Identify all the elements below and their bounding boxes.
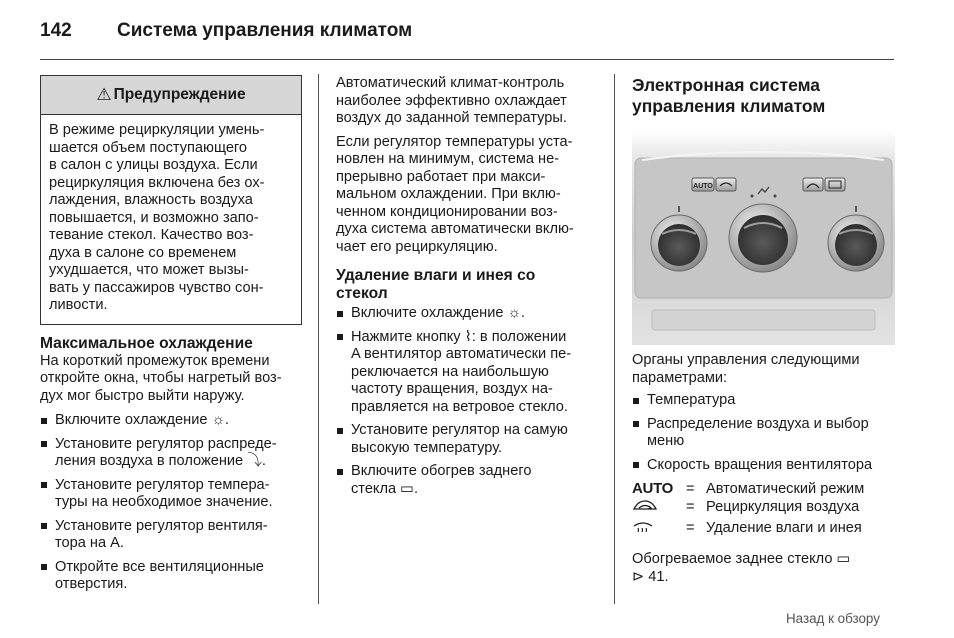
text-line: меню	[647, 433, 685, 449]
list-item	[336, 305, 602, 323]
text-line: Установите регулятор темпера-	[55, 476, 270, 493]
legend-row	[632, 480, 895, 498]
text-line: На короткий промежуток времени	[40, 352, 270, 369]
text-line: вать у пассажиров чувство сон-	[49, 279, 264, 296]
back-to-overview-link[interactable]: Назад к обзору	[786, 611, 880, 626]
text-line: Удаление влаги и инея со	[336, 267, 536, 284]
legend-row	[632, 519, 895, 540]
recirculation-icon	[632, 498, 686, 519]
text-line: ливости.	[49, 297, 108, 313]
text-line: ухудшается, что может вызы-	[49, 262, 249, 278]
defog-heading	[336, 267, 602, 303]
auto-climate-paragraph	[336, 75, 602, 128]
list-item	[40, 477, 302, 512]
text-line: параметрами:	[632, 369, 728, 386]
electronic-climate-heading	[632, 75, 895, 117]
text-line: рециркуляция включена без ох-	[49, 174, 265, 191]
defog-list	[336, 305, 602, 498]
list-item	[40, 559, 302, 594]
text-line: тевание стекол. Качество воз-	[49, 227, 254, 243]
column-divider	[318, 74, 319, 604]
text-line: в салон с улицы воздуха. Если	[49, 157, 258, 173]
legend-equals: =	[686, 520, 695, 536]
max-cooling-list	[40, 412, 302, 594]
legend-value: Автоматический режим	[706, 481, 865, 497]
text-line: Температура	[647, 392, 736, 408]
warning-triangle-icon: ⚠	[96, 85, 112, 105]
text-line: Распределение воздуха и выбор	[647, 415, 869, 432]
text-line: частоту вращения, воздух на-	[351, 381, 553, 397]
text-line: реключается на наибольшую	[351, 363, 549, 380]
text-line: Включите охлаждение ☼.	[55, 412, 229, 428]
text-line: мальном охлаждении. При вклю-	[336, 186, 561, 202]
text-line: Нажмите кнопку ⌇: в положении	[351, 328, 567, 345]
text-line: ления воздуха в положение ⤵.	[55, 453, 266, 469]
list-item	[40, 518, 302, 553]
auto-button-label: AUTO	[693, 183, 713, 190]
text-line: духа система автоматически вклю-	[336, 221, 574, 237]
text-line: Если регулятор температуры уста-	[336, 133, 573, 150]
page-title: Система управления климатом	[117, 20, 413, 41]
text-line: прерывно работает при макси-	[336, 168, 546, 185]
page-reference-link[interactable]: ⊳ 41.	[632, 568, 669, 585]
legend	[632, 480, 895, 540]
rear-window-heat-button[interactable]	[825, 178, 845, 191]
text-line: Включите обогрев заднего	[351, 463, 532, 479]
list-item	[336, 329, 602, 417]
warning-text	[41, 115, 301, 324]
text-line: стекла ▭.	[351, 480, 419, 497]
text-line: лаждения, влажность воздуха	[49, 192, 253, 208]
text-line: воздух до заданной температуры.	[336, 110, 567, 126]
list-item	[336, 463, 602, 498]
text-line: откройте окна, чтобы нагретый воз-	[40, 370, 282, 386]
warning-box	[40, 75, 302, 325]
auto-label: AUTO	[632, 480, 674, 497]
text-line: Установите регулятор на самую	[351, 422, 568, 438]
text-line: духа в салоне со временем	[49, 244, 237, 261]
text-line: Органы управления следующими	[632, 352, 860, 368]
header-divider	[40, 59, 894, 60]
text-line: отверстия.	[55, 576, 128, 592]
recirculation-button[interactable]	[716, 178, 736, 191]
text-line: Включите охлаждение ☼.	[351, 305, 525, 321]
climate-panel-image	[632, 130, 895, 345]
windshield-defrost-button[interactable]	[803, 178, 823, 191]
list-item	[632, 392, 895, 410]
text-line: чает его рециркуляцию.	[336, 238, 498, 255]
legend-equals: =	[686, 499, 695, 515]
text-line: стекол	[336, 285, 388, 302]
warning-header	[41, 76, 301, 115]
list-item	[632, 457, 895, 475]
text-line: Откройте все вентиляционные	[55, 558, 264, 575]
legend-value: Удаление влаги и инея	[706, 520, 862, 536]
text-line: повышается, и возможно запо-	[49, 209, 259, 226]
text-line: Электронная система	[632, 75, 821, 95]
legend-row	[632, 498, 895, 519]
text-line: В режиме рециркуляции умень-	[49, 122, 265, 138]
air-distribution-knob[interactable]	[729, 204, 797, 272]
column-divider	[614, 74, 615, 604]
text-line: A вентилятор автоматически пе-	[351, 346, 572, 362]
column-right	[632, 75, 895, 586]
warning-title: Предупреждение	[113, 86, 246, 104]
text-line: Автоматический климат-контроль	[336, 75, 565, 91]
windshield-defrost-icon	[632, 519, 686, 540]
min-temperature-paragraph	[336, 134, 602, 257]
text-line: Скорость вращения вентилятора	[647, 456, 873, 473]
text-line: Установите регулятор вентиля-	[55, 517, 268, 534]
list-item	[632, 416, 895, 451]
text-line: правляется на ветровое стекло.	[351, 398, 568, 415]
text-line: дух мог быстро выйти наружу.	[40, 387, 245, 404]
text-line: наиболее эффективно охлаждает	[336, 92, 567, 109]
text-line: новлен на минимум, система не-	[336, 151, 560, 167]
page-number: 142	[40, 20, 72, 41]
electronic-intro	[632, 352, 895, 387]
list-item	[40, 436, 302, 471]
max-cooling-intro	[40, 353, 302, 406]
column-left	[40, 75, 302, 594]
text-line: управления климатом	[632, 96, 826, 116]
text-line: ченном кондиционировании воз-	[336, 203, 558, 220]
list-item	[336, 422, 602, 457]
text-line: высокую температуру.	[351, 439, 503, 456]
legend-equals: =	[686, 481, 695, 497]
text-line: тора на A.	[55, 535, 124, 551]
max-cooling-heading: Максимальное охлаждение	[40, 334, 253, 352]
text-line: Обогреваемое заднее стекло ▭	[632, 551, 851, 567]
legend-value: Рециркуляция воздуха	[706, 499, 860, 515]
electronic-list	[632, 392, 895, 474]
rear-window-note	[632, 551, 895, 586]
text-line: шается объем поступающего	[49, 139, 248, 156]
column-middle	[336, 75, 602, 498]
auto-button[interactable]	[692, 178, 714, 191]
text-line: туры на необходимое значение.	[55, 494, 273, 510]
text-line: Установите регулятор распреде-	[55, 435, 277, 452]
list-item	[40, 412, 302, 430]
